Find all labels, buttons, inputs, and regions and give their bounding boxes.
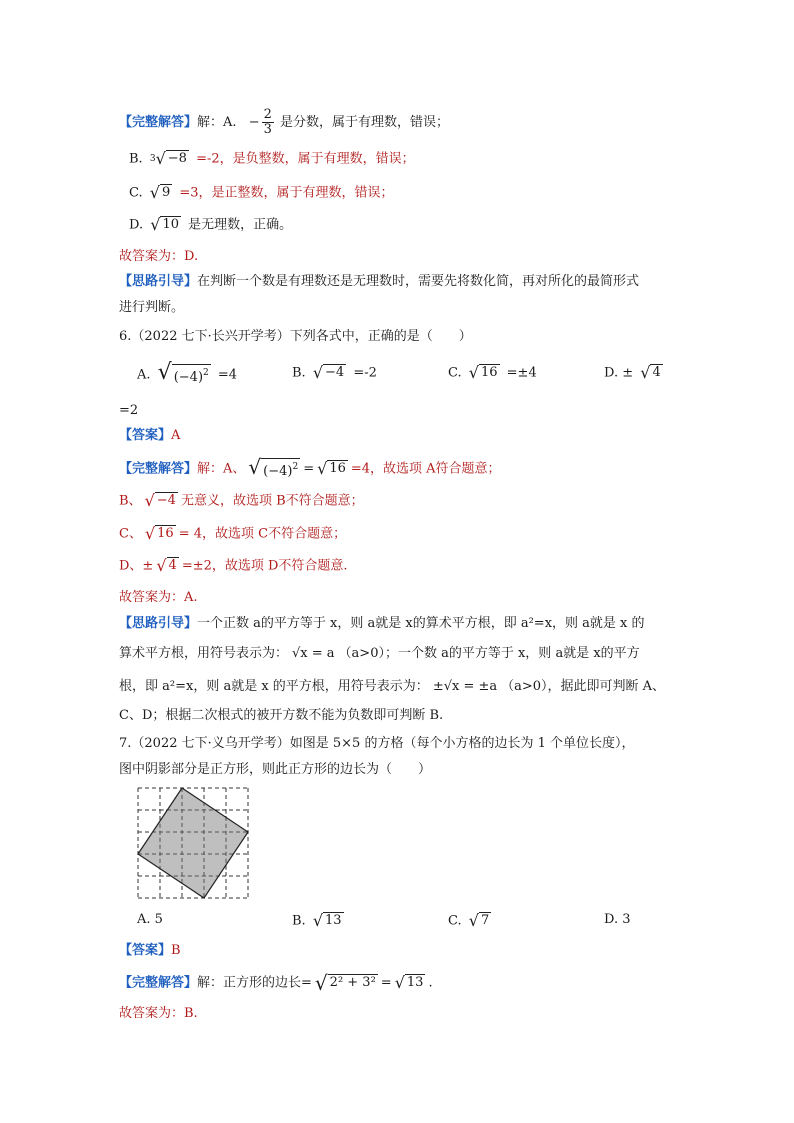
answer-value: A xyxy=(171,428,181,443)
square-root: √ 10 xyxy=(150,215,179,234)
q7-stem-line1: 7.（2022 七下·义乌开学考）如图是 5×5 的方格（每个小方格的边长为 1 个单位长度）， xyxy=(119,736,635,751)
square-root: √ $(-4)^2$ xyxy=(248,455,299,479)
square-root: √ $(-4)^2$ xyxy=(157,360,209,385)
q6-option-d-wrap: =2 xyxy=(119,403,139,418)
q6-answer xyxy=(119,427,180,445)
solution-tag: 【完整解答】 xyxy=(119,115,198,130)
shaded-square xyxy=(138,788,248,898)
q7-option-c[interactable]: C. √ 7 xyxy=(448,911,490,930)
square-root: √ 2² + 3² xyxy=(314,971,376,995)
q7-stem-line2: 图中阴影部分是正方形，则此正方形的边长为（ ） xyxy=(119,762,432,777)
q6-option-a[interactable]: A. √ $(-4)^2$ =4 xyxy=(137,360,238,385)
hint-text: 一个正数 a的平方等于 x，则 a就是 x的算术平方根，即 a²=x，则 a就是 x 的 xyxy=(197,616,645,631)
square-root: √ 13 xyxy=(394,973,424,992)
square-root: √ 16 xyxy=(317,459,346,478)
q7-option-d[interactable]: D. 3 xyxy=(604,912,631,927)
q6-final-answer: 故答案为：A. xyxy=(119,590,198,605)
square-root: √ 16 xyxy=(144,524,174,543)
q5-hint-line2: 进行判断。 xyxy=(119,300,185,315)
option-prefix: C. xyxy=(129,185,143,201)
solution-text: 是分数，属于有理数，错误； xyxy=(280,115,450,130)
q5-solution-d xyxy=(129,216,292,235)
q6-stem: 6.（2022 七下·长兴开学考）下列各式中，正确的是（ ） xyxy=(119,329,472,344)
answer-tag: 【答案】 xyxy=(119,943,172,958)
q5-solution-c xyxy=(129,184,394,203)
square-root: √ 4 xyxy=(156,556,177,575)
cube-root: 3 √ −8 xyxy=(149,149,187,168)
fraction-neg-two-thirds: − $\frac{2}{3}$ xyxy=(248,107,272,137)
square-root: √ −4 xyxy=(144,491,176,510)
q5-solution-b xyxy=(129,150,415,169)
q6-solution-d: D、± √ 4 =±2，故选项 D不符合题意. xyxy=(119,556,348,575)
q6-solution-a: 【完整解答】解：A、 √ $(-4)^2$ = √ 16 =4，故选项 A符合题意； xyxy=(119,455,501,479)
square-root: √ 13 xyxy=(312,911,342,930)
answer-value: B xyxy=(171,943,181,958)
q7-option-a[interactable]: A. 5 xyxy=(137,912,163,927)
option-prefix: B. xyxy=(129,151,143,167)
q6-hint-line1 xyxy=(119,615,645,633)
solution-tag: 【完整解答】 xyxy=(119,461,198,477)
solution-text: =3，是正整数，属于有理数，错误； xyxy=(179,185,394,201)
q6-option-c[interactable]: C. √ 16 =±4 xyxy=(448,363,537,382)
square-root: √ 7 xyxy=(468,911,490,930)
solution-tag: 【完整解答】 xyxy=(119,975,198,991)
q6-hint-line3: 根，即 a²=x，则 a就是 x 的平方根，用符号表示为： ±√x = ±a （a>0），据此即可判断 A、 xyxy=(119,679,666,694)
q7-final-answer: 故答案为：B. xyxy=(119,1006,198,1021)
q6-solution-c: C、 √ 16 = 4，故选项 C不符合题意； xyxy=(119,524,347,543)
q5-final-answer: 故答案为：D. xyxy=(119,249,199,264)
solution-text: =-2，是负整数，属于有理数，错误； xyxy=(196,151,415,167)
q7-option-b[interactable]: B. √ 13 xyxy=(292,911,342,930)
q7-answer xyxy=(119,942,181,960)
q5-hint-line1 xyxy=(119,273,639,291)
answer-tag: 【答案】 xyxy=(119,428,172,443)
hint-text: 在判断一个数是有理数还是无理数时，需要先将数化简，再对所化的最简形式 xyxy=(197,274,640,289)
q5-solution-a xyxy=(119,108,449,137)
q6-solution-b: B、 √ −4 无意义，故选项 B不符合题意； xyxy=(119,491,364,510)
square-root: √ 16 xyxy=(468,363,498,382)
grid-square-figure xyxy=(136,786,250,900)
q6-hint-line2: 算术平方根，用符号表示为： √x = a （a>0）；一个数 a的平方等于 x，则 a就是 x的平方 xyxy=(119,646,640,661)
q6-option-b[interactable]: B. √ −4 =-2 xyxy=(292,363,377,382)
q6-hint-line4: C、D；根据二次根式的被开方数不能为负数即可判断 B. xyxy=(119,708,444,723)
square-root: √ 4 xyxy=(640,363,661,382)
hint-tag: 【思路引导】 xyxy=(119,274,198,289)
q7-solution: 【完整解答】解：正方形的边长= √ 2² + 3² = √ 13 . xyxy=(119,971,433,995)
square-root: √ −4 xyxy=(312,363,345,382)
q6-option-d[interactable]: D. ± √ 4 xyxy=(604,363,661,382)
hint-tag: 【思路引导】 xyxy=(119,616,198,631)
option-prefix: D. xyxy=(129,217,144,233)
solution-text: 解：A. xyxy=(197,115,237,130)
square-root: √ 9 xyxy=(149,183,171,202)
solution-text: 是无理数，正确。 xyxy=(188,217,293,233)
